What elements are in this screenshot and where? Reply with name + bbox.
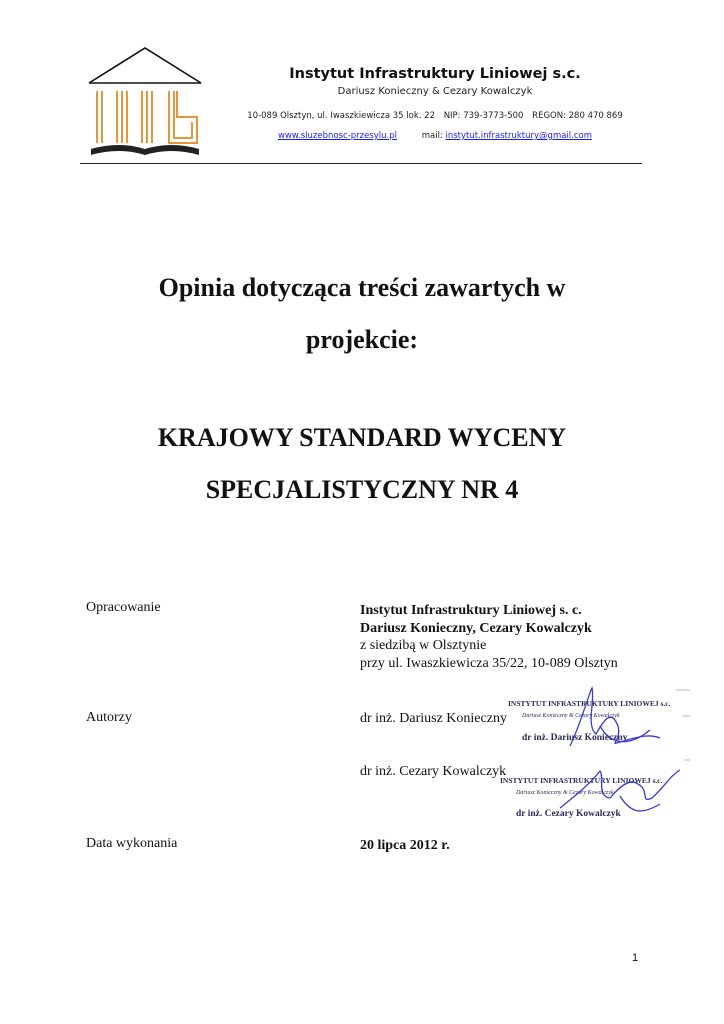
subject-line-1: KRAJOWY STANDARD WYCENY (157, 423, 567, 452)
prepared-by (360, 602, 618, 672)
institute-owners: Dariusz Konieczny & Cezary Kowalczyk (337, 86, 533, 97)
mail-label: mail: (421, 131, 443, 141)
prepared-line-1: Instytut Infrastruktury Liniowej s. c. (360, 603, 582, 618)
author-2: dr inż. Cezary Kowalczyk (360, 764, 507, 779)
page-number: 1 (632, 952, 639, 964)
stamp-2-line-2: Dariusz Konieczny & Cezary Kowalczyk (516, 790, 614, 796)
institute-contact-line (210, 131, 660, 141)
prepared-line-2: Dariusz Konieczny, Cezary Kowalczyk (360, 620, 592, 636)
nip: NIP: 739-3773-500 (443, 111, 524, 121)
header-divider (80, 163, 642, 164)
institute-logo (85, 45, 205, 157)
prepared-line-3: z siedzibą w Olsztynie (360, 638, 487, 653)
authors-label: Autorzy (86, 710, 132, 725)
subject-line-2: SPECJALISTYCZNY NR 4 (205, 475, 519, 504)
stamp-2-line-3: dr inż. Cezary Kowalczyk (516, 809, 621, 819)
date-value: 20 lipca 2012 r. (360, 838, 450, 853)
email-link[interactable]: instytut.infrastruktury@gmail.com (445, 131, 593, 141)
stamp-2-line-1: INSTYTUT INFRASTRUKTURY LINIOWEJ s.c. (500, 776, 663, 785)
regon: REGON: 280 470 869 (532, 111, 623, 121)
stamp-1-line-1: INSTYTUT INFRASTRUKTURY LINIOWEJ s.c. (508, 699, 671, 708)
title-line-2: projekcie: (305, 325, 419, 354)
title-line-1: Opinia dotycząca treści zawartych w (158, 273, 566, 302)
author-1: dr inż. Dariusz Konieczny (360, 711, 507, 726)
address: 10-089 Olsztyn, ul. Iwaszkiewicza 35 lok. 22 (247, 111, 435, 121)
institute-name: Instytut Infrastruktury Liniowej s.c. (289, 66, 581, 82)
institute-address-line (210, 111, 660, 121)
date-label: Data wykonania (86, 836, 178, 851)
prepared-line-4: przy ul. Iwaszkiewicza 35/22, 10-089 Olsztyn (360, 655, 618, 671)
stamp-1-line-2: Dariusz Konieczny & Cezary Kowalczyk (522, 713, 620, 719)
stamp-1-line-3: dr inż. Dariusz Konieczny (522, 733, 628, 743)
website-link[interactable]: www.sluzebnosc-przesylu.pl (277, 131, 398, 141)
prepared-label: Opracowanie (86, 600, 161, 615)
stamps-and-signatures (500, 686, 690, 821)
